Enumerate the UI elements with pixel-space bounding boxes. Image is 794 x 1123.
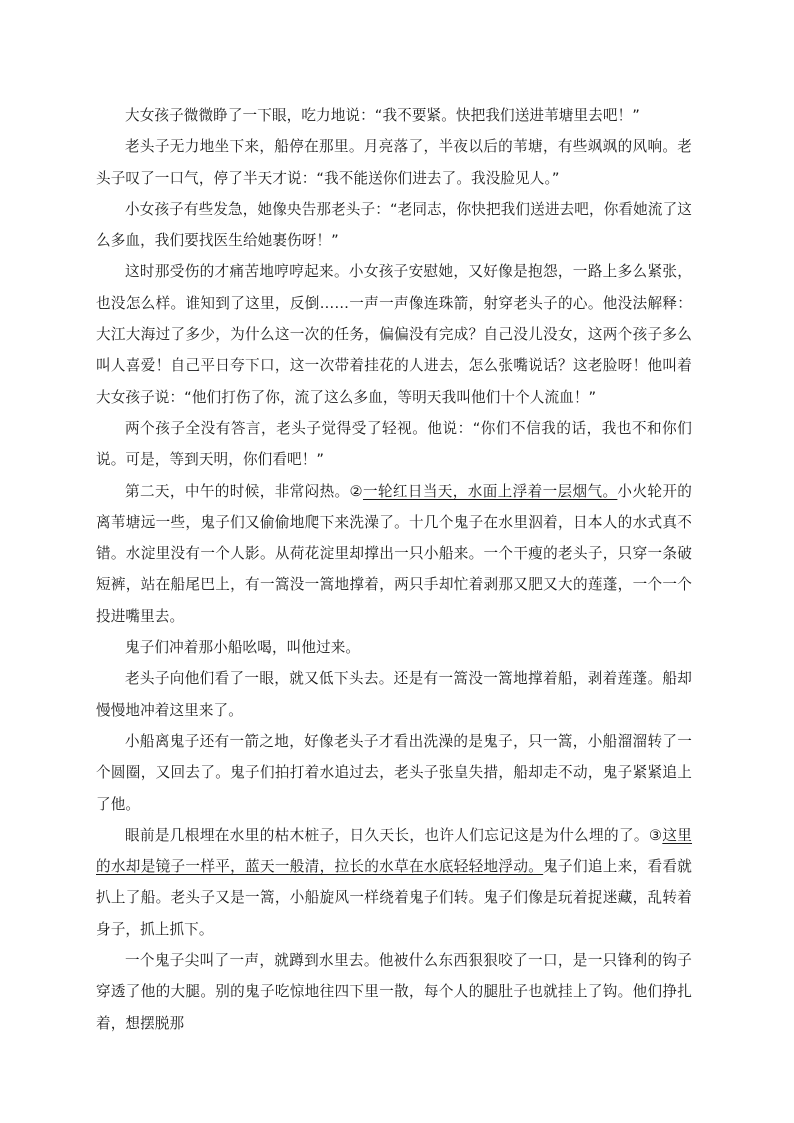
paragraph-text: 鬼子们追上来，看看就扒上了船。老头子又是一篙，小船旋风一样绕着鬼子们转。鬼子们像是玩着捉迷藏，乱转着身子，抓上抓下。: [96, 858, 692, 938]
paragraph-text: 这时那受伤的才痛苦地哼哼起来。小女孩子安慰她，又好像是抱怨，一路上多么紧张，也没怎么样。谁知到了这里，反倒……一声一声像连珠箭，射穿老头子的心。他没法解释：大江大海过了多少，为什么这一次的任务，偏偏没有完成？自己没儿没女，这两个孩子多么叫人喜爱！自己平日夸下口，这一次带着挂花的人进去，怎么张嘴说话？这老脸呀！他叫着大女孩子说：“他们打伤了你，流了这么多血，等明天我叫他们十个人流血！”: [96, 263, 692, 406]
paragraph-text: 小女孩子有些发急，她像央告那老头子：“老同志，你快把我们送进去吧，你看她流了这么多血，我们要找医生给她裹伤呀！”: [96, 200, 692, 250]
paragraph-text: 大女孩子微微睁了一下眼，吃力地说：“我不要紧。快把我们送进苇塘里去吧！”: [125, 107, 640, 124]
document-page: [96, 100, 692, 1039]
paragraph-9: [96, 726, 692, 820]
paragraph-3: [96, 194, 692, 257]
paragraph-text: 小船离鬼子还有一箭之地，好像老头子才看出洗澡的是鬼子，只一篙，小船溜溜转了一个圆圈，又回去了。鬼子们拍打着水追过去，老头子张皇失措，船却走不动，鬼子紧紧追上了他。: [96, 732, 692, 813]
paragraph-7: [96, 632, 692, 663]
paragraph-11: [96, 945, 692, 1039]
paragraph-text: 第二天，中午的时候，非常闷热。②: [125, 482, 363, 500]
paragraph-6: [96, 476, 692, 632]
paragraph-5: [96, 413, 692, 476]
underlined-sentence-3: 这里的水却是镜子一样平，蓝天一般清，拉长的水草在水底轻轻地浮动。: [96, 826, 693, 876]
paragraph-text: 一个鬼子尖叫了一声，就蹲到水里去。他被什么东西狠狠咬了一口，是一只锋利的钩子穿透了他的大腿。别的鬼子吃惊地往四下里一散，每个人的腿肚子也就挂上了钩。他们挣扎着，想摆脱那: [96, 952, 692, 1032]
paragraph-text: 老头子无力地坐下来，船停在那里。月亮落了，半夜以后的苇塘，有些飒飒的风响。老头子叹了一口气，停了半天才说：“我不能送你们进去了。我没脸见人。”: [96, 138, 692, 187]
paragraph-text: 眼前是几根埋在水里的枯木桩子，日久天长，也许人们忘记这是为什么埋的了。③: [125, 826, 663, 844]
paragraph-8: [96, 663, 692, 726]
paragraph-text: 小火轮开的离苇塘远一些，鬼子们又偷偷地爬下来洗澡了。十几个鬼子在水里泅着，日本人的水式真不错。水淀里没有一个人影。从荷花淀里却撑出一只小船来。一个干瘦的老头子，只穿一条破短裤，站在船尾巴上，有一篙没一篙地撑着，两只手却忙着剥那又肥又大的莲蓬，一个一个投进嘴里去。: [96, 482, 692, 625]
paragraph-text: 两个孩子全没有答言，老头子觉得受了轻视。他说：“你们不信我的话，我也不和你们说。可是，等到天明，你们看吧！”: [96, 419, 692, 469]
paragraph-10: [96, 820, 692, 945]
paragraph-1: [96, 100, 692, 131]
paragraph-text: 老头子向他们看了一眼，就又低下头去。还是有一篙没一篙地撑着船，剥着莲蓬。船却慢慢地冲着这里来了。: [96, 670, 692, 719]
paragraph-text: 鬼子们冲着那小船吆喝，叫他过来。: [125, 639, 361, 657]
paragraph-2: [96, 131, 692, 194]
paragraph-4: [96, 256, 692, 412]
underlined-sentence-2: 一轮红日当天，水面上浮着一层烟气。: [362, 482, 618, 500]
